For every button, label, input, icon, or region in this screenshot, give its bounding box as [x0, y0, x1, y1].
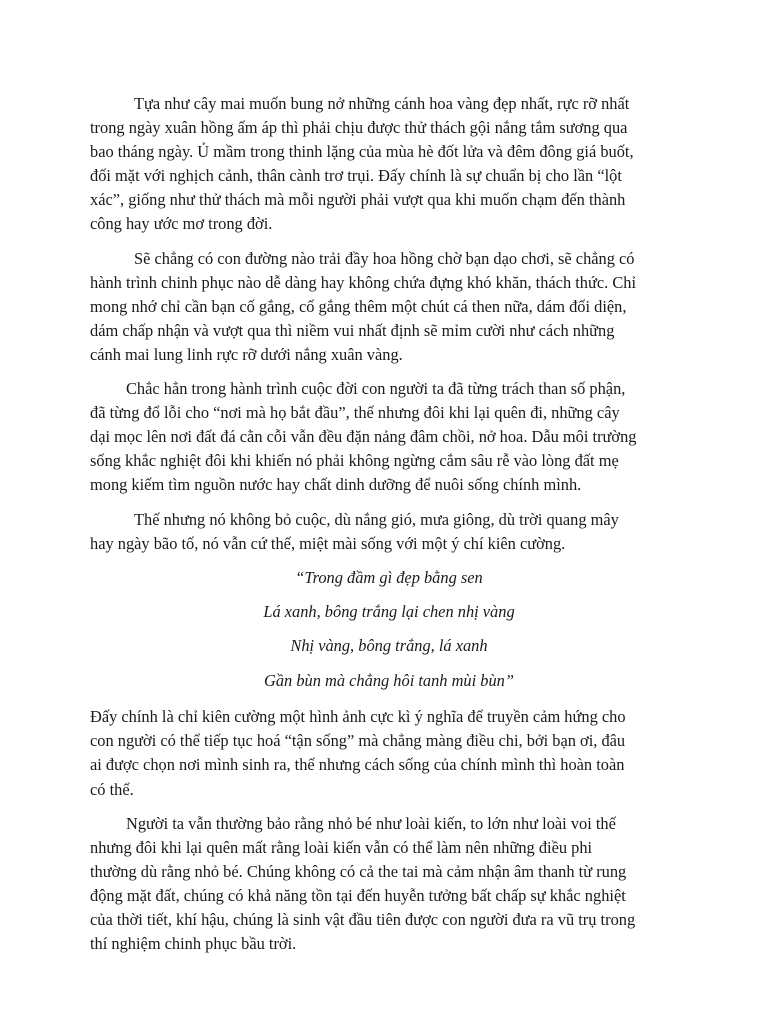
- text-line: Thế nhưng nó không bỏ cuộc, dù nắng gió, mưa giông, dù trời quang mây: [134, 509, 619, 529]
- paragraph-3: [90, 377, 688, 497]
- text-line: hành trình chinh phục nào dễ dàng hay không chứa đựng khó khăn, thách thức. Chỉ: [90, 272, 637, 292]
- text-line: thí nghiệm chinh phục bầu trời.: [90, 934, 297, 954]
- text-line: nhưng đôi khi lại quên mất rằng loài kiến vẫn có thể làm nên những điều phi: [90, 837, 593, 857]
- text-line: trong ngày xuân hồng ấm áp thì phải chịu được thử thách gội nắng tắm sương qua: [90, 118, 628, 138]
- text-line: bao tháng ngày. Ủ mầm trong thinh lặng của mùa hè đốt lửa và đêm đông giá buốt,: [90, 142, 634, 162]
- text-line: dám chấp nhận và vượt qua thì niềm vui nhất định sẽ mỉm cười như cách những: [90, 320, 615, 340]
- text-line: xác”, giống như thử thách mà mỗi người phải vượt qua khi muốn chạm đến thành: [90, 190, 626, 210]
- poem-quote: [90, 566, 688, 704]
- poem-verse: “Trong đầm gì đẹp bằng sen: [295, 567, 483, 587]
- text-line: con người có thể tiếp tục hoá “tận sống” mà chẳng màng điều chi, bởi bạn ơi, đâu: [90, 731, 626, 751]
- text-line: Đấy chính là chỉ kiên cường một hình ảnh cực kì ý nghĩa để truyền cảm hứng cho: [90, 707, 626, 727]
- poem-verse: Nhị vàng, bông trắng, lá xanh: [290, 636, 488, 656]
- text-line: Sẽ chẳng có con đường nào trải đầy hoa hồng chờ bạn dạo chơi, sẽ chẳng có: [134, 248, 635, 268]
- text-line: dại mọc lên nơi đất đá cằn cỗi vẫn đều đặn nảng đâm chồi, nở hoa. Dẫu môi trường: [90, 427, 637, 447]
- text-line: của thời tiết, khí hậu, chúng là sinh vật đầu tiên được con người đưa ra vũ trụ trong: [90, 910, 636, 929]
- text-line: hay ngày bão tố, nó vẫn cứ thế, miệt mài sống với một ý chí kiên cường.: [90, 533, 566, 553]
- text-line: đối mặt với nghịch cảnh, thân cành trơ trụi. Đấy chính là sự chuẩn bị cho lần “lột: [90, 166, 622, 186]
- text-line: Tựa như cây mai muốn bung nở những cánh hoa vàng đẹp nhất, rực rỡ nhất: [134, 94, 630, 113]
- text-line: thường dù rằng nhỏ bé. Chúng không có cả the tai mà cảm nhận âm thanh từ rung: [90, 861, 627, 881]
- text-line: Người ta vẫn thường bảo rằng nhỏ bé như loài kiến, to lớn như loài voi thế: [126, 813, 616, 833]
- text-line: cánh mai lung linh rực rỡ dưới nắng xuân vàng.: [90, 344, 403, 364]
- paragraph-4: [90, 508, 688, 556]
- paragraph-6: [90, 812, 688, 957]
- text-line: mong nhớ chỉ cần bạn cố gắng, cố gắng thêm một chút cá then nữa, dám đối diện,: [90, 296, 627, 316]
- text-line: công hay ước mơ trong đời.: [90, 214, 273, 234]
- text-line: có thể.: [90, 779, 134, 799]
- text-line: ai được chọn nơi mình sinh ra, thế nhưng cách sống của chính mình thì hoàn toàn: [90, 755, 625, 775]
- paragraph-1: [90, 92, 688, 237]
- paragraph-2: [90, 247, 688, 367]
- text-line: Chắc hẳn trong hành trình cuộc đời con người ta đã từng trách than số phận,: [126, 379, 626, 399]
- text-line: đã từng đổ lỗi cho “nơi mà họ bắt đầu”, thế nhưng đôi khi lại quên đi, những cây: [90, 403, 620, 423]
- text-line: sống khắc nghiệt đôi khi khiến nó phải không ngừng cắm sâu rễ vào lòng đất mẹ: [90, 451, 619, 471]
- document-page: [90, 92, 688, 966]
- poem-verse: Lá xanh, bông trắng lại chen nhị vàng: [263, 602, 515, 622]
- text-line: mong kiếm tìm nguồn nước hay chất dinh dưỡng để nuôi sống chính mình.: [90, 475, 582, 495]
- poem-verse: Gần bùn mà chẳng hôi tanh mùi bùn”: [264, 670, 514, 690]
- paragraph-5: [90, 705, 688, 801]
- text-line: động mặt đất, chúng có khả năng tồn tại đến huyễn tưởng bất chấp sự khắc nghiệt: [90, 885, 626, 905]
